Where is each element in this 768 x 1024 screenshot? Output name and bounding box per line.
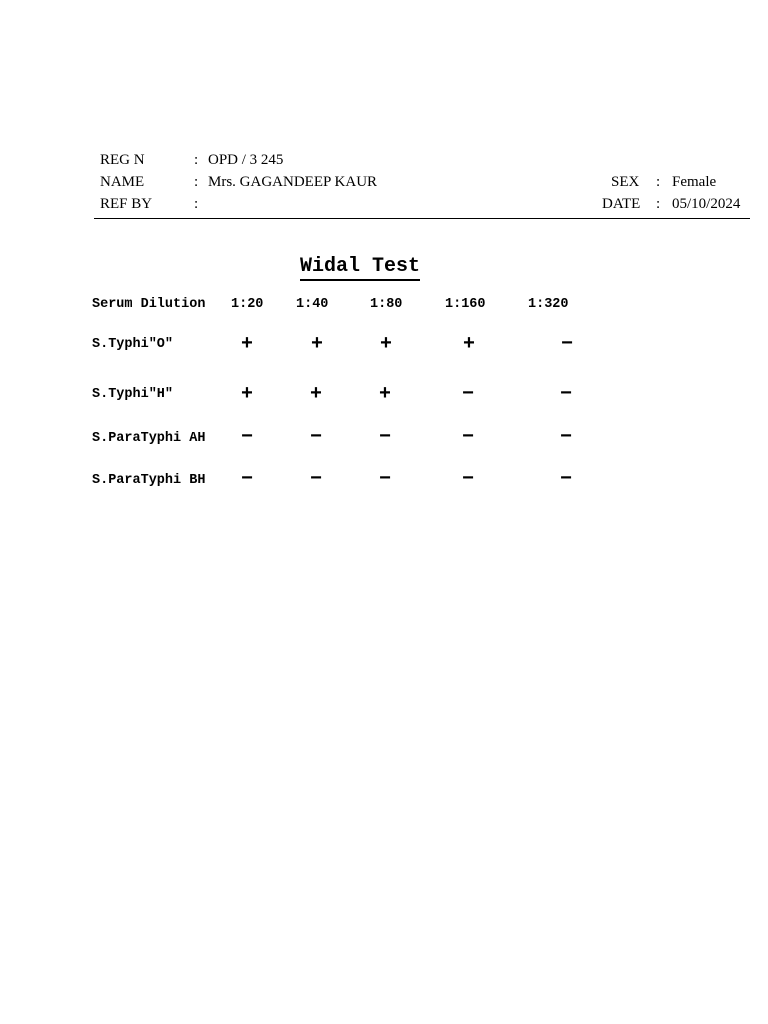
- result-cell: −: [379, 425, 391, 447]
- result-cell: −: [561, 332, 573, 354]
- result-cell: −: [560, 425, 572, 447]
- refby-colon: :: [194, 196, 199, 212]
- result-cell: −: [462, 467, 474, 489]
- dilution-header: 1:160: [445, 297, 486, 312]
- dilution-header: 1:20: [231, 297, 264, 312]
- result-cell: −: [241, 467, 253, 489]
- result-cell: +: [241, 332, 253, 354]
- result-cell: +: [379, 382, 391, 404]
- name-value: Mrs. GAGANDEEP KAUR: [208, 174, 378, 190]
- sex-colon: :: [656, 174, 661, 190]
- result-cell: −: [379, 467, 391, 489]
- reg-value: OPD / 3 245: [208, 152, 284, 168]
- result-cell: −: [241, 425, 253, 447]
- result-cell: +: [310, 382, 322, 404]
- dilution-header: 1:40: [296, 297, 329, 312]
- header-divider: [94, 218, 750, 219]
- sex-label: SEX: [611, 174, 640, 190]
- dilution-label: Serum Dilution: [92, 297, 206, 312]
- dilution-header: 1:80: [370, 297, 403, 312]
- antigen-label: S.ParaTyphi BH: [92, 473, 206, 488]
- result-cell: +: [380, 332, 392, 354]
- antigen-label: S.ParaTyphi AH: [92, 431, 206, 446]
- result-cell: −: [560, 467, 572, 489]
- result-cell: +: [241, 382, 253, 404]
- antigen-label: S.Typhi"O": [92, 337, 174, 352]
- test-title: Widal Test: [300, 256, 420, 281]
- date-colon: :: [656, 196, 661, 212]
- result-cell: −: [462, 425, 474, 447]
- dilution-header: 1:320: [528, 297, 569, 312]
- refby-label: REF BY: [100, 196, 153, 212]
- result-cell: −: [462, 382, 474, 404]
- name-colon: :: [194, 174, 199, 190]
- result-cell: −: [310, 467, 322, 489]
- reg-label: REG N: [100, 152, 145, 168]
- reg-colon: :: [194, 152, 199, 168]
- result-cell: +: [311, 332, 323, 354]
- antigen-label: S.Typhi"H": [92, 387, 174, 402]
- sex-value: Female: [672, 174, 717, 190]
- date-label: DATE: [602, 196, 641, 212]
- result-cell: −: [560, 382, 572, 404]
- result-cell: −: [310, 425, 322, 447]
- name-label: NAME: [100, 174, 145, 190]
- date-value: 05/10/2024: [672, 196, 741, 212]
- result-cell: +: [463, 332, 475, 354]
